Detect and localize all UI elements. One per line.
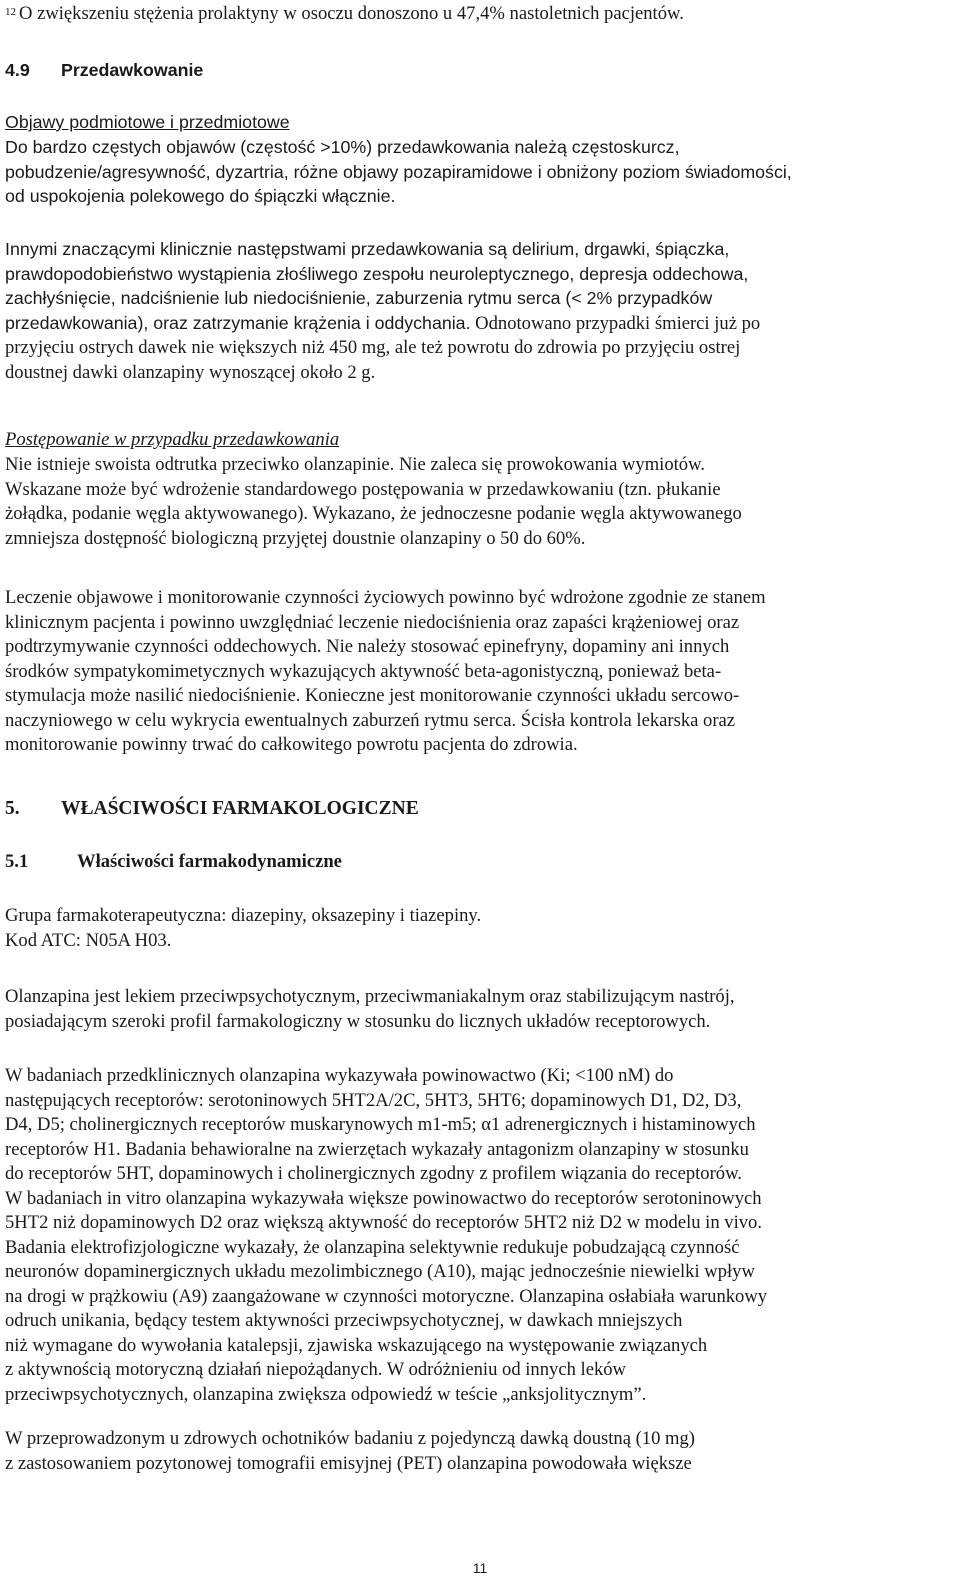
- text-line: od uspokojenia polekowego do śpiączki włącznie.: [5, 186, 396, 206]
- pharmacodynamics-paragraph-2: [5, 1064, 955, 1407]
- overdose-paragraph-2: [5, 237, 955, 385]
- pharmacotherapeutic-group: [5, 904, 955, 953]
- text-line: przyjęciu ostrych dawek nie większych niż 450 mg, ale też powrotu do zdrowia po przyjęciu ostrej: [5, 337, 741, 358]
- text-line: na drogi w prążkowiu (A9) zaangażowane w czynności motoryczne. Olanzapina osłabiała warunkowy: [5, 1285, 768, 1307]
- section-5-heading: [5, 797, 955, 822]
- section-4-9-number: 4.9: [5, 60, 30, 80]
- section-5-1-number: 5.1: [5, 851, 29, 872]
- text-line: Nie istnieje swoista odtrutka przeciwko olanzapinie. Nie zaleca się prowokowania wymiotów.: [5, 454, 705, 475]
- text-line: klinicznym pacjenta i powinno uwzględniać leczenie niedociśnienia oraz zapaści krążeniowej oraz: [5, 611, 740, 633]
- text-line: W badaniach in vitro olanzapina wykazywała większe powinowactwo do receptorów serotoninowych: [5, 1187, 762, 1209]
- section-5-1-title: Właściwości farmakodynamiczne: [77, 851, 342, 872]
- text-line: pobudzenie/agresywność, dyzartria, różne objawy pozapiramidowe i obniżony poziom świadomości,: [5, 161, 792, 182]
- pharmacodynamics-paragraph-3: [5, 1427, 955, 1476]
- section-5-1-heading: [5, 850, 955, 875]
- text-line: niż wymagane do wywołania katalepsji, zjawiska wskazującego na występowanie związanych: [5, 1334, 708, 1356]
- text-line: Olanzapina jest lekiem przeciwpsychotycznym, przeciwmaniakalnym oraz stabilizującym nastrój,: [5, 986, 735, 1007]
- section-4-9-title: Przedawkowanie: [61, 60, 204, 80]
- text-line: Wskazane może być wdrożenie standardowego postępowania w przedawkowaniu (tzn. płukanie: [5, 478, 721, 500]
- symptomatic-treatment-paragraph: [5, 586, 955, 758]
- text-line: W badaniach przedklinicznych olanzapina wykazywała powinowactwo (Ki; <100 nM) do: [5, 1065, 674, 1086]
- section-4-9-heading: [5, 58, 955, 83]
- text-line: doustnej dawki olanzapiny wynoszącej około 2 g.: [5, 361, 376, 383]
- text-line: Innymi znaczącymi klinicznie następstwami przedawkowania są delirium, drgawki, śpiączka,: [5, 239, 730, 259]
- text-line: Badania elektrofizjologiczne wykazały, że olanzapina selektywnie redukuje pobudzającą czynność: [5, 1236, 740, 1258]
- text-line: 5HT2 niż dopaminowych D2 oraz większą aktywność do receptorów 5HT2 niż D2 w modelu in vivo.: [5, 1212, 762, 1233]
- text-line: prawdopodobieństwo wystąpienia złośliwego zespołu neuroleptycznego, depresja oddechowa,: [5, 263, 749, 284]
- text-line: W przeprowadzonym u zdrowych ochotników badaniu z pojedynczą dawką doustną (10 mg): [5, 1428, 695, 1449]
- symptoms-subheading: Objawy podmiotowe i przedmiotowe: [5, 112, 290, 132]
- text-line: naczyniowego w celu wykrycia ewentualnych zaburzeń rytmu serca. Ścisła kontrola lekarska oraz: [5, 709, 736, 731]
- text-line: Odnotowano przypadki śmierci już po: [475, 312, 761, 334]
- text-line: odruch unikania, będący testem aktywności przeciwpsychotycznej, w dawkach mniejszych: [5, 1310, 683, 1331]
- pharmacodynamics-paragraph-1: [5, 985, 955, 1034]
- text-line: żołądka, podanie węgla aktywowanego). Wykazano, że jednoczesne podanie węgla aktywowanego: [5, 503, 742, 524]
- text-line: z aktywnością motoryczną działań niepożądanych. W odróżnieniu od innych leków: [5, 1359, 626, 1380]
- text-line: przeciwpsychotycznych, olanzapina zwiększa odpowiedź w teście „anksjolitycznym”.: [5, 1383, 647, 1405]
- text-line: stymulacja może nasilić niedociśnienie. Konieczne jest monitorowanie czynności układu sercowo-: [5, 685, 740, 706]
- text-line: następujących receptorów: serotoninowych 5HT2A/2C, 5HT3, 5HT6; dopaminowych D1, D2, D3,: [5, 1089, 742, 1111]
- text-line: posiadającym szeroki profil farmakologiczny w stosunku do licznych układów receptorowych.: [5, 1010, 711, 1032]
- text-line: zmniejsza dostępność biologiczną przyjętej doustnie olanzapiny o 50 do 60%.: [5, 527, 586, 549]
- text-line: środków sympatykomimetycznych wykazujących aktywność beta-agonistyczną, ponieważ beta-: [5, 660, 722, 682]
- text-line: Leczenie objawowe i monitorowanie czynności życiowych powinno być wdrożone zgodnie ze stanem: [5, 587, 766, 608]
- management-paragraph: [5, 453, 955, 551]
- text-line: z zastosowaniem pozytonowej tomografii emisyjnej (PET) olanzapina powodowała większe: [5, 1452, 692, 1474]
- management-heading: Postępowanie w przypadku przedawkowania: [5, 429, 340, 450]
- text-line: Do bardzo częstych objawów (częstość >10%) przedawkowania należą częstoskurcz,: [5, 137, 680, 157]
- text-line: zachłyśnięcie, nadciśnienie lub niedociśnienie, zaburzenia rytmu serca (< 2% przypadków: [5, 288, 713, 308]
- text-line: monitorowanie powinny trwać do całkowitego powrotu pacjenta do zdrowia.: [5, 734, 578, 755]
- section-5-number: 5.: [5, 798, 20, 819]
- intro-text: O zwiększeniu stężenia prolaktyny w osoczu donoszono u 47,4% nastoletnich pacjentów.: [19, 3, 684, 24]
- text-line: do receptorów 5HT, dopaminowych i cholinergicznych zgodny z profilem wiązania do receptorów.: [5, 1163, 742, 1184]
- text-line: neuronów dopaminergicznych układu mezolimbicznego (A10), mając jednocześnie niewielki wpływ: [5, 1261, 755, 1282]
- text-line: receptorów H1. Badania behawioralne na zwierzętach wykazały antagonizm olanzapiny w stosunku: [5, 1138, 749, 1160]
- footnote-marker: 12: [5, 6, 16, 18]
- text-line: podtrzymywanie czynności oddechowych. Nie należy stosować epinefryny, dopaminy ani innych: [5, 636, 730, 657]
- overdose-paragraph-1: [5, 135, 955, 209]
- section-5-title: WŁAŚCIWOŚCI FARMAKOLOGICZNE: [61, 798, 419, 819]
- page-number: 11: [472, 1560, 488, 1576]
- atc-code-line: Kod ATC: N05A H03.: [5, 929, 172, 951]
- text-line: przedawkowania), oraz zatrzymanie krążenia i oddychania.: [5, 312, 471, 333]
- group-line: Grupa farmakoterapeutyczna: diazepiny, oksazepiny i tiazepiny.: [5, 905, 482, 926]
- intro-line: [5, 2, 955, 27]
- text-line: D4, D5; cholinergicznych receptorów muskarynowych m1-m5; α1 adrenergicznych i histaminowych: [5, 1114, 756, 1135]
